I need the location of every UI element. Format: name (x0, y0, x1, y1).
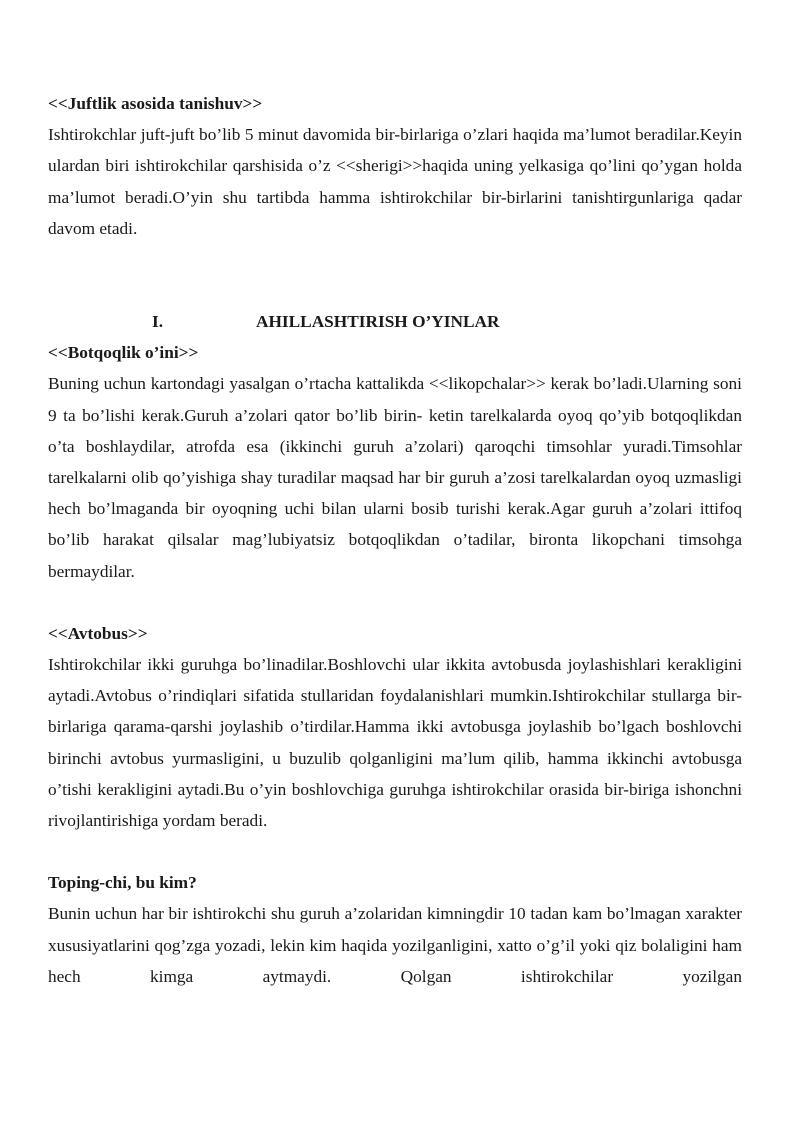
section-heading-juftlik: <<Juftlik asosida tanishuv>> (48, 94, 263, 113)
spacer (48, 244, 742, 306)
paragraph-juftlik: Ishtirokchlar juft-juft bo’lib 5 minut davomida bir-birlariga o’zlari haqida ma’lumot beradilar.Keyin ulardan biri ishtirokchilar qarshisida o’z <<sherigi>>haqida uning yelkasiga qo’lini qo’ygan holda ma’lumot beradi.O’yin shu tartibda hamma ishtirokchilar bir-birlarini tanishtirgunlariga qadar davom etadi. (48, 125, 742, 238)
paragraph-toping: Bunin uchun har bir ishtirokchi shu guruh a’zolaridan kimningdir 10 tadan kam bo’lmagan xarakter xususiyatlarini qog’zga yozadi, lekin kim haqida yozilganligini, xatto o’g’il yoki qiz bolaligini ham hech kimga aytmaydi. Qolgan ishtirokchilar yozilgan (48, 904, 742, 986)
section-heading-toping: Toping-chi, bu kim? (48, 873, 197, 893)
chapter-title-text: AHILLASHTIRISH O’YINLAR (256, 312, 500, 332)
section-heading-botqoqlik: <<Botqoqlik o’ini>> (48, 343, 199, 363)
document-page (48, 88, 742, 992)
chapter-title (48, 306, 742, 337)
spacer (48, 836, 742, 867)
paragraph-avtobus: Ishtirokchilar ikki guruhga bo’linadilar.Boshlovchi ular ikkita avtobusda joylashishlari kerakligini aytadi.Avtobus o’rindiqlari sifatida stullaridan foydalanishlari mumkin.Ishtirokchilar stullarga bir-birlariga qarama-qarshi joylashib o’tirdilar.Hamma ikki avtobusga joylashib bo’lgach boshlovchi birinchi avtobus yurmasligini, u buzulib qolganligini ma’lum qilib, hamma ikkinchi avtobusga o’tishi kerakligini aytadi.Bu o’yin boshlovchiga guruhga ishtirokchilar orasida bir-biriga ishonchni rivojlantirishiga yordam beradi. (48, 655, 742, 831)
spacer (48, 587, 742, 618)
section-heading-avtobus: <<Avtobus>> (48, 623, 148, 643)
chapter-number: I. (152, 312, 164, 332)
paragraph-botqoqlik: Buning uchun kartondagi yasalgan o’rtacha kattalikda <<likopchalar>> kerak bo’ladi.Ularning soni 9 ta bo’lishi kerak.Guruh a’zolari qator bo’lib birin- ketin tarelkalarda oyoq qo’yib botqoqlikdan o’ta boshlaydilar, atrofda esa (ikkinchi guruh a’zolari) qaroqchi timsohlar yuradi.Timsohlar tarelkalarni olib qo’yishiga shay turadilar maqsad har bir guruh a’zosi tarelkalardan oyoq uzmasligi hech bo’lmaganda bir oyoqning uchi bilan ularni bosib turishi kerak.Agar guruh a’zolari ittifoq bo’lib harakat qilsalar mag’lubiyatsiz botqoqlikdan o’tadilar, bironta likopchani timsohga bermaydilar. (48, 374, 742, 581)
